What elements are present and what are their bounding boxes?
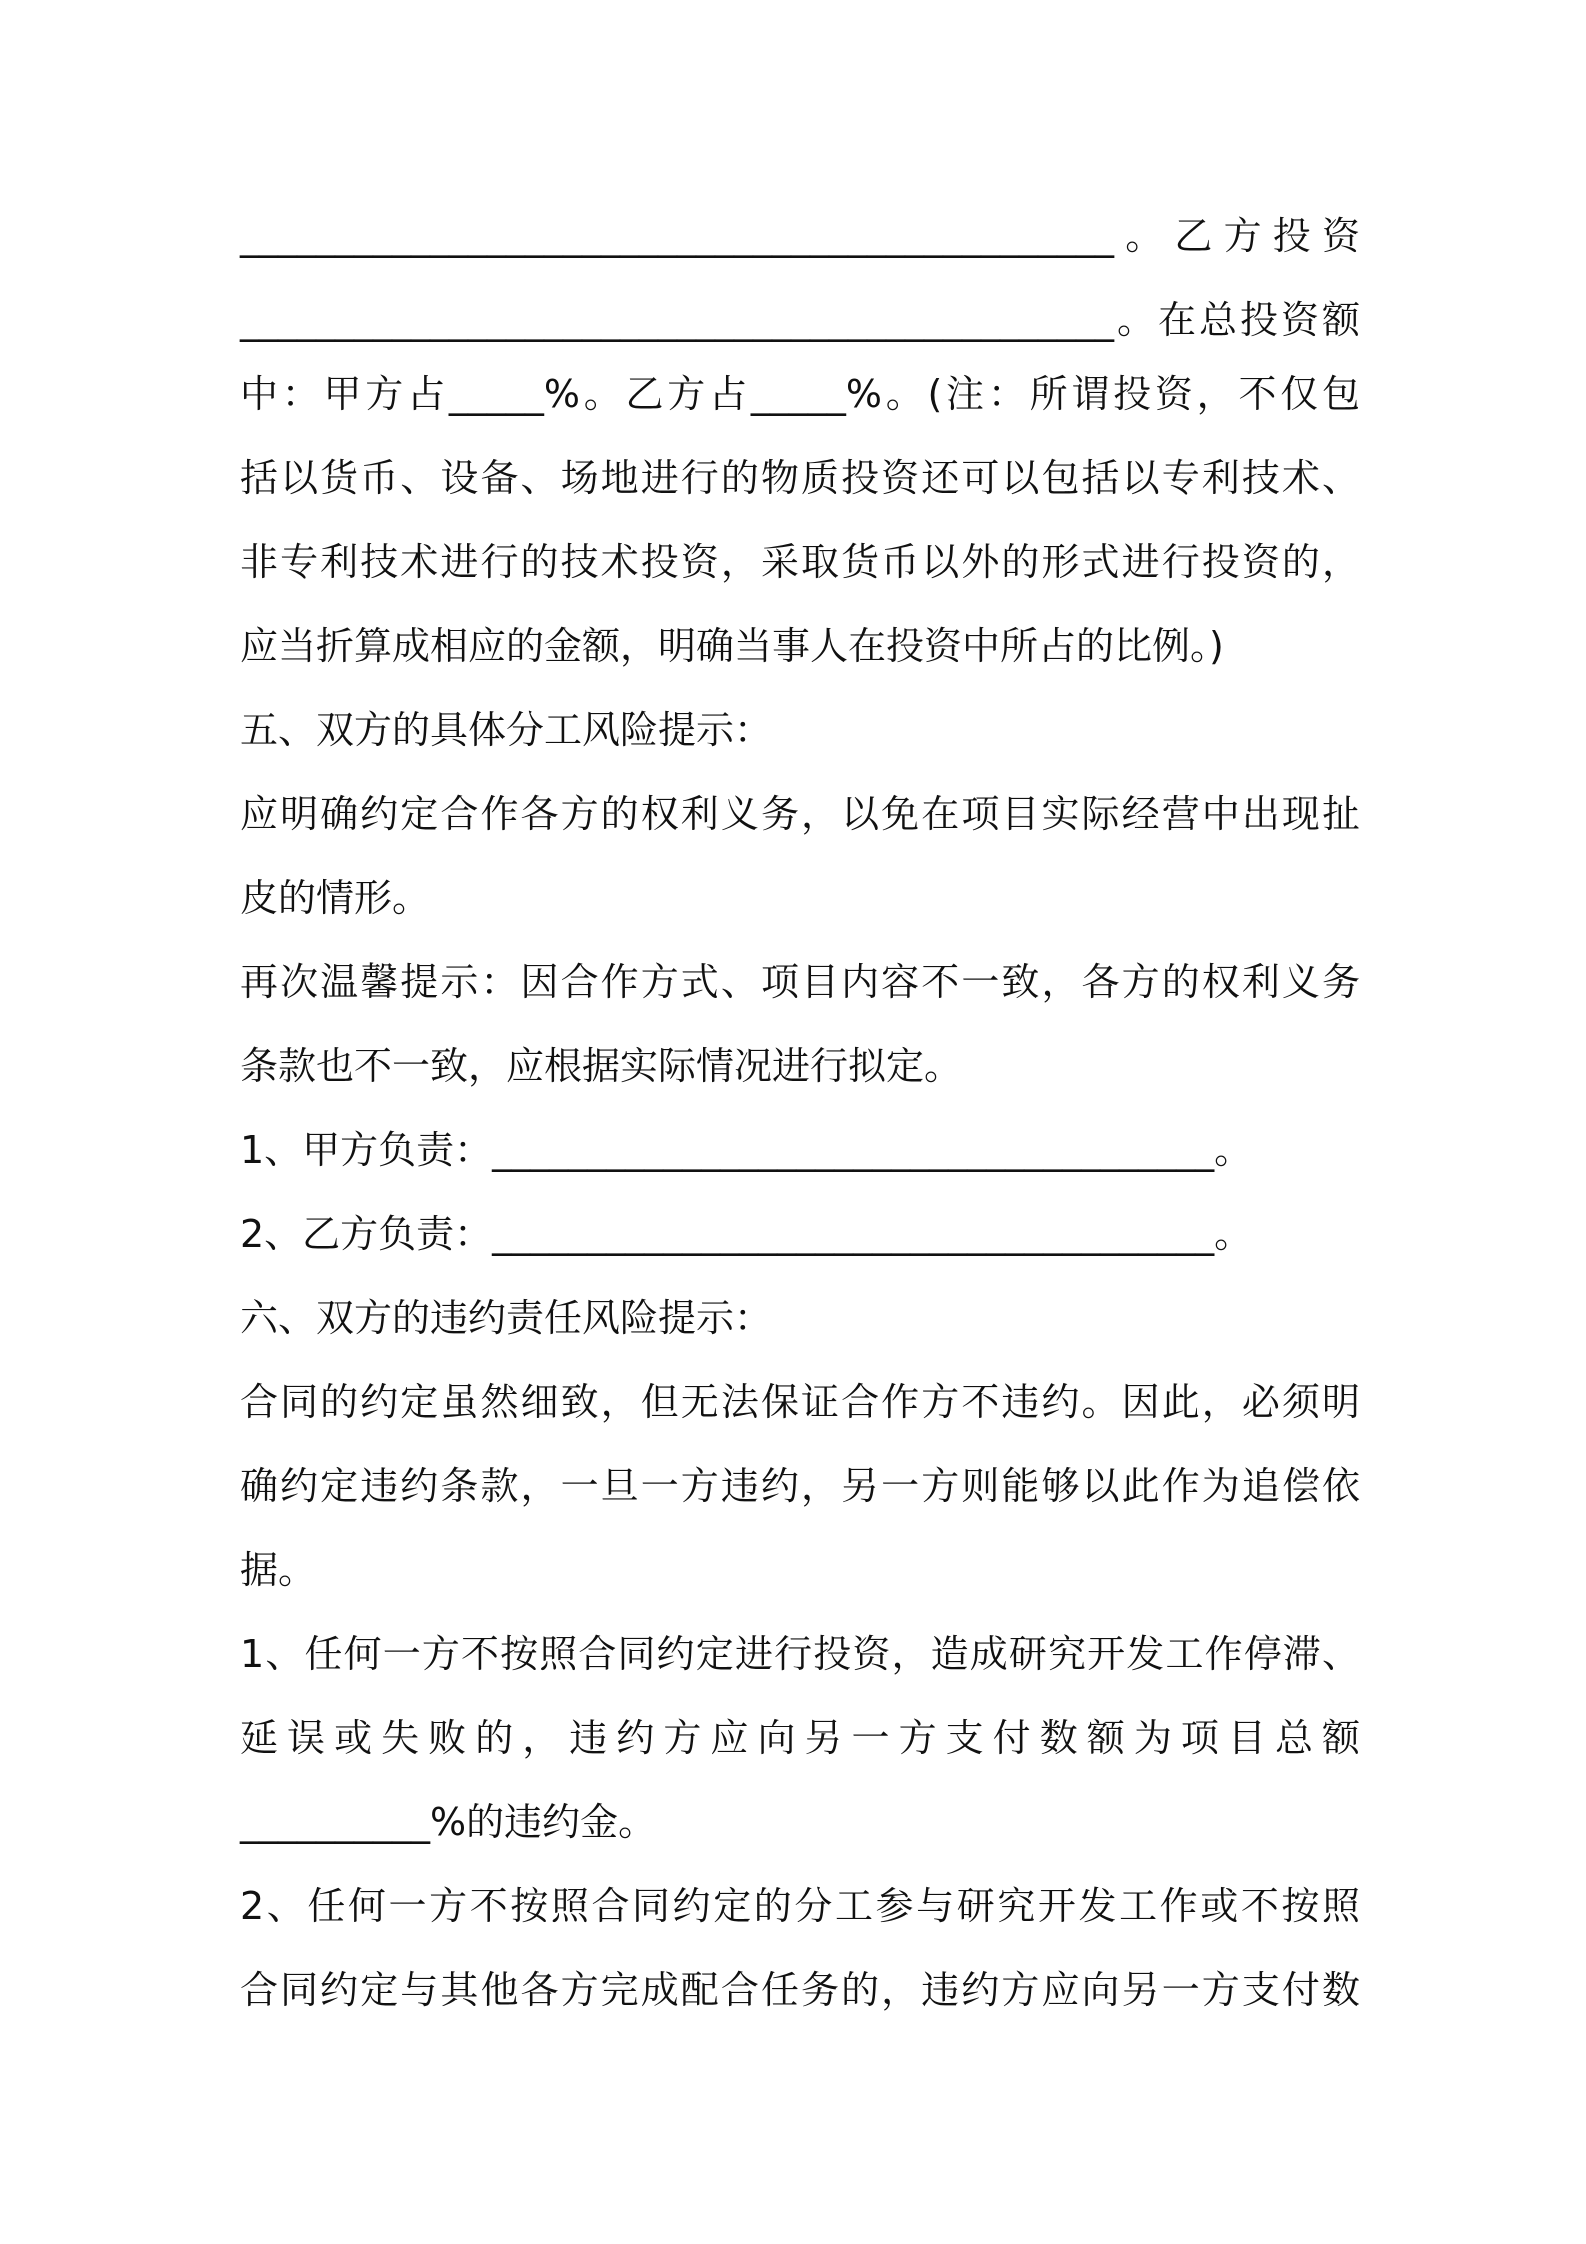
body-text-line: 确约定违约条款，一旦一方违约，另一方则能够以此作为追偿依: [240, 1464, 1360, 1508]
body-text-line: 2、任何一方不按照合同约定的分工参与研究开发工作或不按照: [240, 1884, 1360, 1928]
body-text-line: 延误或失败的，违约方应向另一方支付数额为项目总额: [240, 1716, 1360, 1760]
body-text-line: 1、任何一方不按照合同约定进行投资，造成研究开发工作停滞、: [240, 1632, 1360, 1676]
body-text-line: 应当折算成相应的金额，明确当事人在投资中所占的比例。): [240, 624, 1224, 668]
body-text-line: ______________________________________________。在总投资额: [240, 298, 1360, 342]
body-text-line: 2、乙方负责：______________________________________。: [240, 1212, 1253, 1256]
body-text-line: 括以货币、设备、场地进行的物质投资还可以包括以专利技术、: [240, 456, 1360, 500]
body-text-line: 皮的情形。: [240, 876, 431, 920]
body-text-line: 应明确约定合作各方的权利义务，以免在项目实际经营中出现扯: [240, 792, 1360, 836]
body-text-line: 非专利技术进行的技术投资，采取货币以外的形式进行投资的，: [240, 540, 1360, 584]
section-heading: 六、双方的违约责任风险提示：: [240, 1296, 773, 1340]
body-text-line: 合同的约定虽然细致，但无法保证合作方不违约。因此，必须明: [240, 1380, 1360, 1424]
body-text-line: ______________________________________________。乙方投资: [240, 214, 1360, 258]
body-text-line: 中：甲方占_____%。乙方占_____%。(注：所谓投资，不仅包: [240, 372, 1360, 416]
body-text-line: 再次温馨提示：因合作方式、项目内容不一致，各方的权利义务: [240, 960, 1360, 1004]
section-heading: 五、双方的具体分工风险提示：: [240, 708, 773, 752]
body-text-line: 合同约定与其他各方完成配合任务的，违约方应向另一方支付数: [240, 1968, 1360, 2012]
body-text-line: __________%的违约金。: [240, 1800, 657, 1844]
body-text-line: 据。: [240, 1548, 317, 1592]
body-text-line: 1、甲方负责：______________________________________。: [240, 1128, 1253, 1172]
body-text-line: 条款也不一致，应根据实际情况进行拟定。: [240, 1044, 963, 1088]
